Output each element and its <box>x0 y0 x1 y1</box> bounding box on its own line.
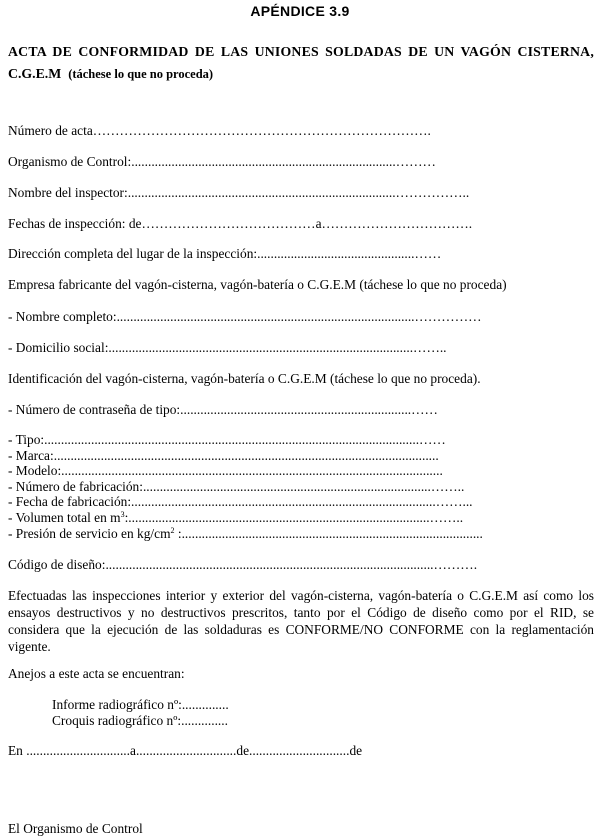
volumen-exponent: 3 <box>120 510 125 519</box>
volumen-label: - Volumen total en m <box>8 510 121 525</box>
presion-label: - Presión de servicio en kg/cm <box>8 526 171 541</box>
document-title-line2 <box>8 66 213 82</box>
empresa-heading: Empresa fabricante del vagón-cisterna, vagón-batería o C.G.E.M (táchese lo que no proceda) <box>8 277 507 292</box>
conformity-paragraph: Efectuadas las inspecciones interior y exterior del vagón-cisterna, vagón-batería o C.G.E.M así como los ensayos destructivos y no destructivos prescritos, tanto por el Código de diseño como por el RID, se considera que la ejecución de las soldaduras es CONFORME/NO CONFORME con la reglamentación vigente. <box>8 588 594 654</box>
field-volumen-total[interactable] <box>8 510 463 525</box>
anejos-heading: Anejos a este acta se encuentran: <box>8 666 185 681</box>
presion-exponent: 2 <box>170 526 175 535</box>
document-title: ACTA DE CONFORMIDAD DE LAS UNIONES SOLDADAS DE UN VAGÓN CISTERNA, <box>8 44 594 59</box>
field-domicilio-social[interactable]: - Domicilio social:...........................................................................................…….. <box>8 340 447 355</box>
presion-dots: :.......................................................................................... <box>174 526 483 541</box>
appendix-number: APÉNDICE 3.9 <box>250 3 350 19</box>
signature-line: El Organismo de Control <box>8 821 143 836</box>
title-note: (táchese lo que no proceda) <box>68 67 214 81</box>
field-lugar-fecha[interactable]: En ...............................a..............................de..............................de <box>8 743 363 758</box>
volumen-dots: :..........................................................................................…….. <box>124 510 464 525</box>
field-nombre-completo[interactable]: - Nombre completo:.........................................................................................…………… <box>8 309 482 324</box>
field-direccion-inspeccion[interactable]: Dirección completa del lugar de la inspección:...............................................…… <box>8 246 442 261</box>
field-presion-servicio[interactable] <box>8 526 483 541</box>
field-contrasena-tipo[interactable]: - Número de contraseña de tipo:.....................................................................…… <box>8 402 438 417</box>
field-organismo-control[interactable]: Organismo de Control:...............................................................................……… <box>8 154 436 169</box>
field-numero-fabricacion[interactable]: - Número de fabricación:......................................................................................…….. <box>8 479 465 494</box>
field-modelo[interactable]: - Modelo:.................................................................................................................. <box>8 463 443 478</box>
title-cgem: C.G.E.M <box>8 66 62 81</box>
identificacion-heading: Identificación del vagón-cisterna, vagón-batería o C.G.E.M (táchese lo que no proceda). <box>8 371 481 386</box>
field-croquis-radiografico[interactable]: Croquis radiográfico nº:.............. <box>52 713 228 728</box>
field-fecha-fabricacion[interactable]: - Fecha de fabricación:...........................................................................................……... <box>8 494 473 509</box>
field-nombre-inspector[interactable]: Nombre del inspector:................................................................................…………….. <box>8 185 470 200</box>
field-fechas-inspeccion[interactable]: Fechas de inspección: de…………………………………a……………………………. <box>8 216 473 231</box>
field-marca[interactable]: - Marca:................................................................................................................... <box>8 448 439 463</box>
field-informe-radiografico[interactable]: Informe radiográfico nº:.............. <box>52 697 229 712</box>
field-tipo[interactable]: - Tipo:................................................................................................................…… <box>8 432 446 447</box>
field-numero-acta[interactable]: Número de acta…………………………………………………………………. <box>8 123 431 138</box>
field-codigo-diseno[interactable]: Código de diseño:..................................................................................................………. <box>8 557 478 572</box>
